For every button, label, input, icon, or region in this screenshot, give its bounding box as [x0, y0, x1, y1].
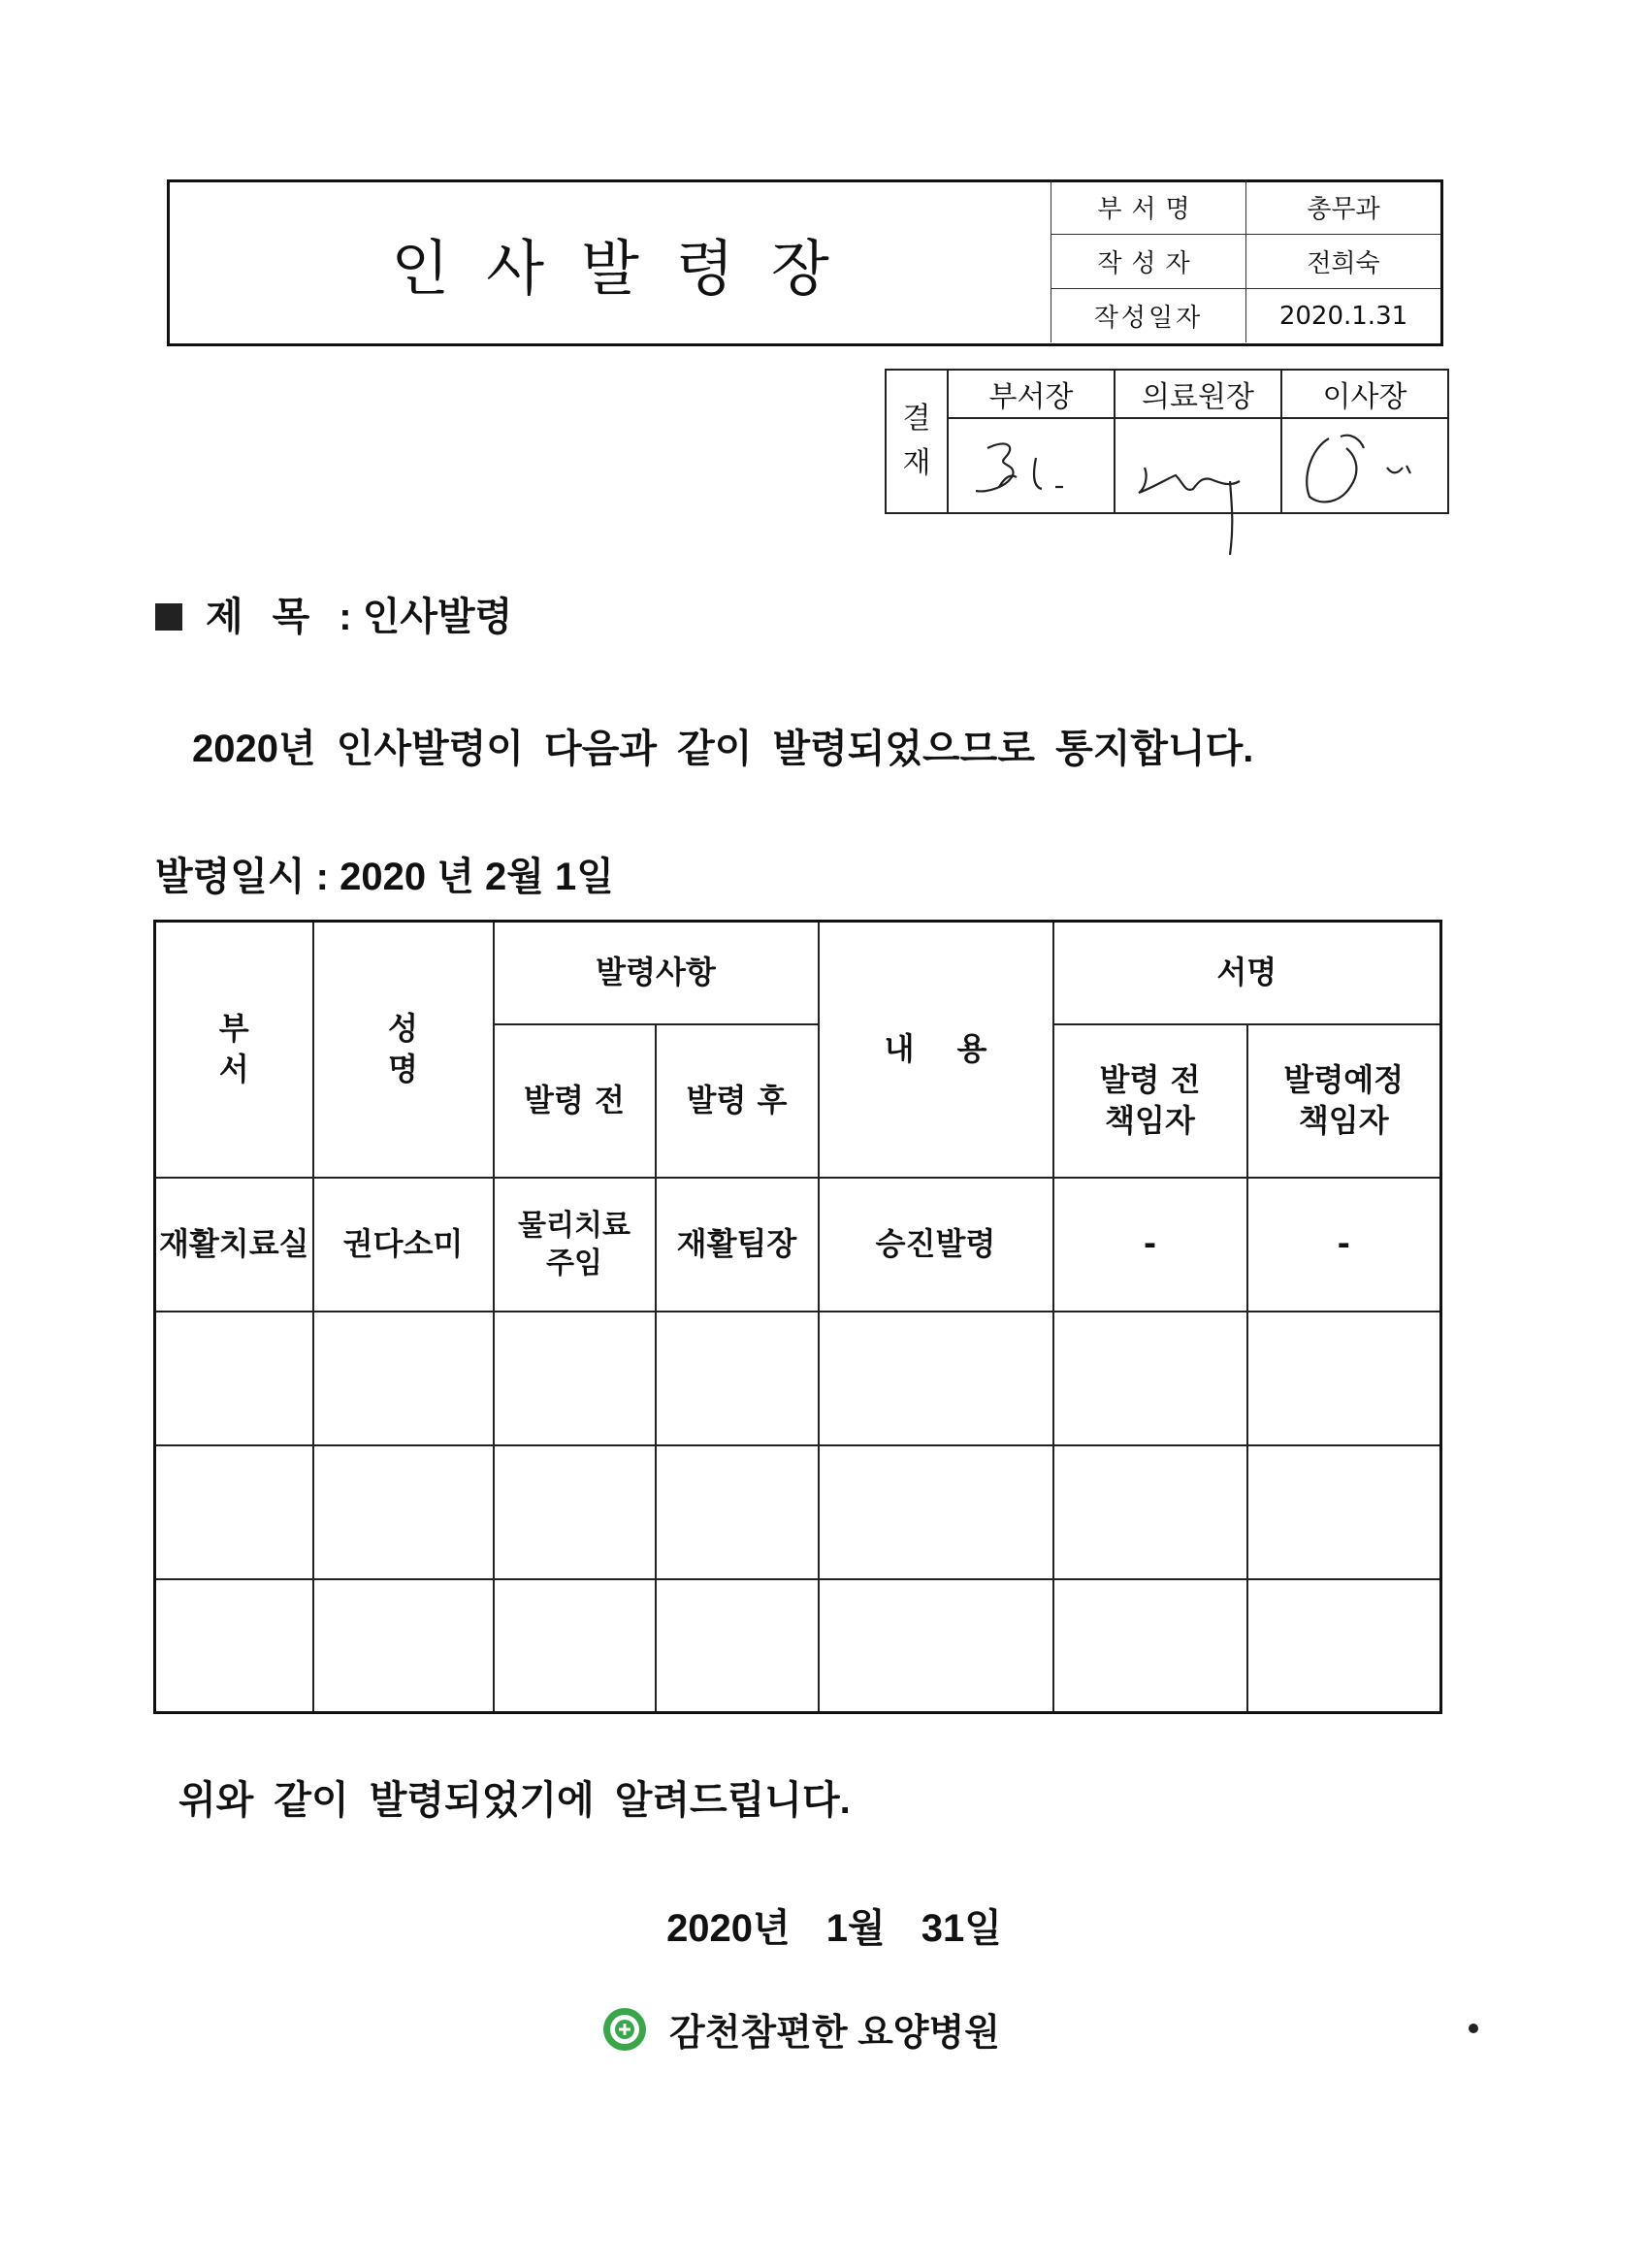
- closing-text: 위와 같이 발령되었기에 알려드립니다.: [178, 1779, 851, 1822]
- approval-label-line1: 결: [902, 402, 931, 436]
- approval-role-medical-director: 의료원장: [1115, 370, 1281, 418]
- cell-before-line2: 주임: [546, 1246, 602, 1280]
- subject-label: 제목: [206, 596, 340, 638]
- organization-name: 감천참편한 요양병원: [669, 2013, 1000, 2054]
- meta-key-date: 작성일자: [1051, 289, 1246, 343]
- cell-before-line1: 물리치료: [518, 1208, 630, 1243]
- organization-signoff: [601, 2002, 1000, 2056]
- meta-key-author: 작성자: [1051, 235, 1246, 289]
- header-sig-before-line2: 책임자: [1105, 1101, 1195, 1139]
- approval-signature-medical-director: [1115, 418, 1281, 513]
- meta-value-date: 2020.1.31: [1246, 289, 1441, 343]
- header-content: 내용: [819, 922, 1053, 1178]
- header-before: 발령 전: [494, 1024, 656, 1178]
- subject-separator: :: [339, 596, 352, 638]
- empty-cell: [1053, 1579, 1247, 1713]
- handwritten-signature: [949, 419, 1114, 512]
- cell-name: 권다소미: [313, 1178, 494, 1312]
- header-sig-planned-line2: 책임자: [1298, 1101, 1389, 1139]
- cell-sig-before: -: [1053, 1178, 1247, 1312]
- header-sig-before: [1053, 1024, 1247, 1178]
- meta-value-department: 총무과: [1246, 180, 1441, 235]
- approval-label: [886, 370, 948, 513]
- cell-department: 재활치료실: [155, 1178, 313, 1312]
- table-row-empty: [155, 1579, 1441, 1713]
- empty-cell: [656, 1312, 819, 1445]
- document-meta-table: [1051, 180, 1440, 342]
- table-row-empty: [155, 1312, 1441, 1445]
- subject-value: 인사발령: [362, 596, 513, 638]
- empty-cell: [494, 1445, 656, 1579]
- empty-cell: [819, 1445, 1053, 1579]
- header-department: 부서: [155, 922, 313, 1178]
- empty-cell: [656, 1579, 819, 1713]
- meta-row: [1051, 180, 1441, 235]
- cell-before: [494, 1178, 656, 1312]
- header-name: 성명: [313, 922, 494, 1178]
- empty-cell: [1247, 1445, 1441, 1579]
- appointment-table: [153, 920, 1442, 1714]
- header-sig-planned: [1247, 1024, 1441, 1178]
- approval-box: [885, 369, 1449, 514]
- header-appointment: 발령사항: [494, 922, 819, 1024]
- issue-date: 발령일시 : 2020 년 2월 1일: [155, 856, 614, 898]
- empty-cell: [1053, 1445, 1247, 1579]
- header-sig-before-line1: 발령 전: [1099, 1060, 1201, 1098]
- scan-speck: [1469, 2024, 1478, 2033]
- approval-label-line2: 재: [902, 446, 931, 480]
- cell-after: 재활팀장: [656, 1178, 819, 1312]
- empty-cell: [1247, 1579, 1441, 1713]
- approval-signature-dept-head: [948, 418, 1115, 513]
- empty-cell: [313, 1312, 494, 1445]
- table-row: [155, 1178, 1441, 1312]
- header-after: 발령 후: [656, 1024, 819, 1178]
- empty-cell: [155, 1579, 313, 1713]
- empty-cell: [155, 1445, 313, 1579]
- empty-cell: [494, 1312, 656, 1445]
- cell-sig-planned: -: [1247, 1178, 1441, 1312]
- subject-line: [155, 586, 512, 641]
- approval-role-dept-head: 부서장: [948, 370, 1115, 418]
- empty-cell: [1053, 1312, 1247, 1445]
- empty-cell: [1247, 1312, 1441, 1445]
- table-row-empty: [155, 1445, 1441, 1579]
- empty-cell: [155, 1312, 313, 1445]
- hospital-seal-icon: [601, 2006, 648, 2053]
- handwritten-signature: [1282, 419, 1447, 512]
- header-signature: 서명: [1053, 922, 1441, 1024]
- meta-row: [1051, 289, 1441, 343]
- header-sig-planned-line1: 발령예정: [1283, 1060, 1405, 1098]
- approval-role-chairman: 이사장: [1281, 370, 1448, 418]
- empty-cell: [819, 1312, 1053, 1445]
- handwritten-signature: [1116, 419, 1280, 512]
- document-title: 인사발령장: [391, 232, 866, 304]
- meta-key-department: 부서명: [1051, 180, 1246, 235]
- meta-value-author: 전희숙: [1246, 235, 1441, 289]
- empty-cell: [313, 1579, 494, 1713]
- empty-cell: [819, 1579, 1053, 1713]
- intro-text: 2020년 인사발령이 다음과 같이 발령되었으므로 통지합니다.: [192, 728, 1254, 770]
- sign-date: 2020년 1월 31일: [666, 1907, 1002, 1950]
- empty-cell: [494, 1579, 656, 1713]
- square-bullet-icon: [155, 603, 182, 631]
- meta-row: [1051, 235, 1441, 289]
- cell-content: 승진발령: [819, 1178, 1053, 1312]
- approval-signature-chairman: [1281, 418, 1448, 513]
- empty-cell: [656, 1445, 819, 1579]
- empty-cell: [313, 1445, 494, 1579]
